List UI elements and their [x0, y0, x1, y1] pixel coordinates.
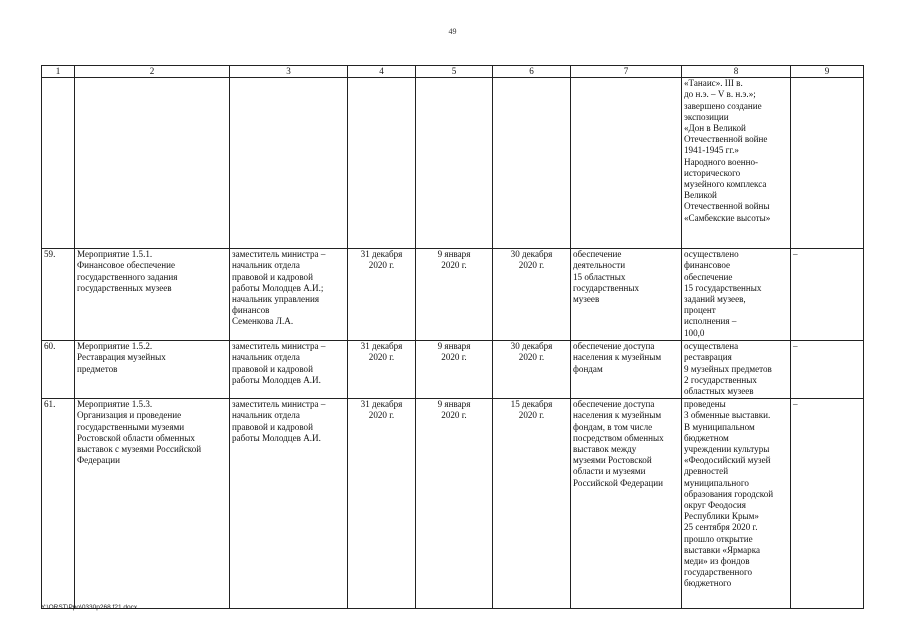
- expected-result: обеспечение доступа населения к музейным фондам: [571, 341, 682, 399]
- row-number: 61.: [42, 399, 75, 609]
- fact-end-date: 30 декабря 2020 г.: [493, 249, 571, 341]
- table-row-continued: [42, 78, 864, 249]
- measure-name: Мероприятие 1.5.3. Организация и проведение государственными музеями Ростовской области обменных выставок с музеями Российской Федерации: [75, 399, 230, 609]
- actual-result-cell: «Танаис». III в. до н.э. – V в. н.э.»; завершено создание экспозиции «Дон в Великой Отечественной войне 1941-1945 гг.» Народного военно- исторического музейного комплекса Великой Отечественной войны «Самбекские высоты»: [682, 78, 791, 249]
- row-number: 59.: [42, 249, 75, 341]
- fact-end-date: 30 декабря 2020 г.: [493, 341, 571, 399]
- fact-start-date: 9 января 2020 г.: [416, 249, 493, 341]
- table-row: [42, 249, 864, 341]
- col-header-6: 6: [493, 66, 571, 78]
- dash-mark: –: [793, 341, 798, 352]
- plan-date: 31 декабря 2020 г.: [348, 341, 416, 399]
- file-path-footer: Y:\ORST\Ppo\0330p268.f21.docx: [41, 604, 138, 611]
- responsible-person: заместитель министра – начальник отдела правовой и кадровой работы Молодцев А.И.; начальник управления финансов Семенкова Л.А.: [230, 249, 348, 341]
- plan-date: 31 декабря 2020 г.: [348, 249, 416, 341]
- fact-end-date: 15 декабря 2020 г.: [493, 399, 571, 609]
- actual-result: осуществлено финансовое обеспечение 15 государственных заданий музеев, процент исполнения – 100,0: [682, 249, 791, 341]
- notes-cell: [791, 249, 864, 341]
- expected-result: обеспечение доступа населения к музейным фондам, в том числе посредством обменных выставок между музеями Ростовской области и музеями Российской Федерации: [571, 399, 682, 609]
- table-row: [42, 341, 864, 399]
- responsible-person: заместитель министра – начальник отдела правовой и кадровой работы Молодцев А.И.: [230, 341, 348, 399]
- column-number-row: [42, 66, 864, 78]
- notes-cell: [791, 399, 864, 609]
- fact-start-date: 9 января 2020 г.: [416, 399, 493, 609]
- col-header-8: 8: [682, 66, 791, 78]
- col-header-2: 2: [75, 66, 230, 78]
- row-number: 60.: [42, 341, 75, 399]
- dash-mark: –: [793, 399, 798, 410]
- report-table: [41, 65, 864, 609]
- responsible-person: заместитель министра – начальник отдела правовой и кадровой работы Молодцев А.И.: [230, 399, 348, 609]
- col-header-5: 5: [416, 66, 493, 78]
- fact-start-date: 9 января 2020 г.: [416, 341, 493, 399]
- expected-result: обеспечение деятельности 15 областных государственных музеев: [571, 249, 682, 341]
- measure-name: Мероприятие 1.5.2. Реставрация музейных предметов: [75, 341, 230, 399]
- col-header-4: 4: [348, 66, 416, 78]
- col-header-3: 3: [230, 66, 348, 78]
- notes-cell: [791, 341, 864, 399]
- actual-result: осуществлена реставрация 9 музейных предметов 2 государственных областных музеев: [682, 341, 791, 399]
- col-header-1: 1: [42, 66, 75, 78]
- plan-date: 31 декабря 2020 г.: [348, 399, 416, 609]
- measure-name: Мероприятие 1.5.1. Финансовое обеспечение государственного задания государственных музеев: [75, 249, 230, 341]
- actual-result: проведены 3 обменные выставки. В муниципальном бюджетном учреждении культуры «Феодосийский музей древностей муниципального образования городской округ Феодосия Республики Крым» 25 сентября 2020 г. прошло открытие выставки «Ярмарка меди» из фондов государственного бюджетного: [682, 399, 791, 609]
- dash-mark: –: [793, 249, 798, 260]
- table-row: [42, 399, 864, 609]
- col-header-7: 7: [571, 66, 682, 78]
- col-header-9: 9: [791, 66, 864, 78]
- page-number: 49: [448, 27, 457, 36]
